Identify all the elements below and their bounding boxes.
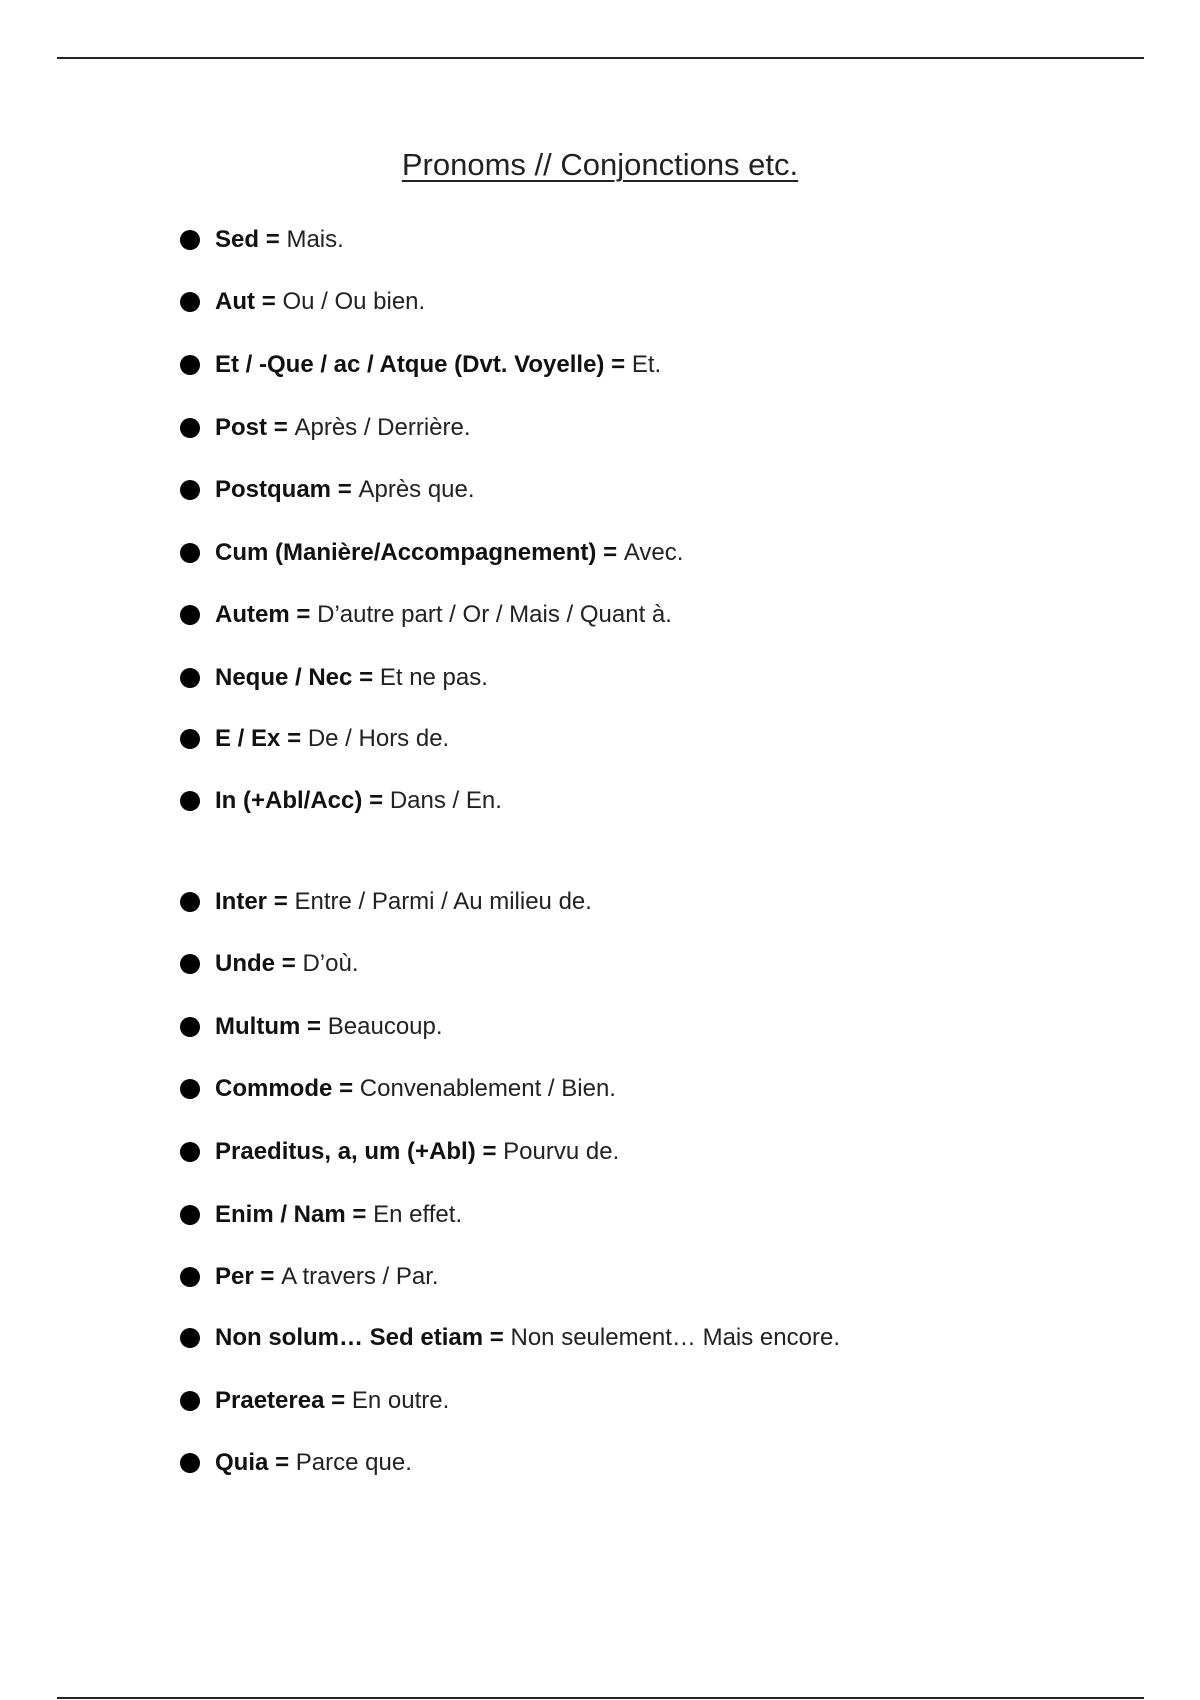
bullet-icon bbox=[180, 668, 200, 688]
french-meaning: Beaucoup. bbox=[327, 1013, 443, 1040]
bullet-icon bbox=[180, 1142, 200, 1162]
latin-term: Quia bbox=[215, 1449, 269, 1476]
list-item bbox=[180, 412, 471, 444]
latin-term: Post bbox=[215, 414, 268, 441]
list-item bbox=[180, 224, 344, 256]
equals-sign: = bbox=[307, 1013, 322, 1040]
equals-sign: = bbox=[265, 226, 280, 253]
bullet-icon bbox=[180, 1328, 200, 1348]
bullet-icon bbox=[180, 1391, 200, 1411]
equals-sign: = bbox=[603, 539, 618, 566]
bullet-icon bbox=[180, 791, 200, 811]
bullet-icon bbox=[180, 543, 200, 563]
latin-term: Aut bbox=[215, 288, 255, 315]
list-item bbox=[180, 1073, 616, 1105]
list-item bbox=[180, 1199, 462, 1231]
list-item bbox=[180, 474, 475, 506]
list-item bbox=[180, 1385, 449, 1417]
bullet-icon bbox=[180, 605, 200, 625]
list-item bbox=[180, 286, 425, 318]
latin-term: Postquam bbox=[215, 476, 332, 503]
list-item bbox=[180, 723, 449, 755]
french-meaning: Avec. bbox=[623, 539, 684, 566]
latin-term: Multum bbox=[215, 1013, 301, 1040]
equals-sign: = bbox=[260, 1263, 275, 1290]
equals-sign: = bbox=[273, 888, 288, 915]
bullet-icon bbox=[180, 729, 200, 749]
latin-term: Per bbox=[215, 1263, 254, 1290]
french-meaning: Mais. bbox=[286, 226, 344, 253]
latin-term: Enim / Nam bbox=[215, 1201, 346, 1228]
list-item bbox=[180, 1322, 840, 1354]
french-meaning: Dans / En. bbox=[389, 787, 502, 814]
equals-sign: = bbox=[482, 1138, 497, 1165]
french-meaning: Ou / Ou bien. bbox=[282, 288, 426, 315]
bullet-icon bbox=[180, 1079, 200, 1099]
french-meaning: Après / Derrière. bbox=[294, 414, 471, 441]
latin-term: Neque / Nec bbox=[215, 664, 353, 691]
french-meaning: Parce que. bbox=[295, 1449, 412, 1476]
equals-sign: = bbox=[296, 601, 311, 628]
header-rule bbox=[57, 57, 1144, 59]
bullet-icon bbox=[180, 1017, 200, 1037]
french-meaning: D’autre part / Or / Mais / Quant à. bbox=[317, 601, 672, 628]
french-meaning: En outre. bbox=[351, 1387, 450, 1414]
list-item bbox=[180, 948, 358, 980]
equals-sign: = bbox=[281, 950, 296, 977]
list-item bbox=[180, 662, 488, 694]
page-title-text: Pronoms // Conjonctions etc. bbox=[401, 147, 799, 182]
footer-rule bbox=[57, 1697, 1144, 1699]
list-item bbox=[180, 785, 502, 817]
equals-sign: = bbox=[352, 1201, 367, 1228]
bullet-icon bbox=[180, 1267, 200, 1287]
equals-sign: = bbox=[273, 414, 288, 441]
french-meaning: Pourvu de. bbox=[503, 1138, 620, 1165]
latin-term: Praeditus, a, um (+Abl) bbox=[215, 1138, 476, 1165]
equals-sign: = bbox=[261, 288, 276, 315]
list-item bbox=[180, 537, 683, 569]
list-item bbox=[180, 349, 661, 381]
latin-term: Inter bbox=[215, 888, 268, 915]
bullet-icon bbox=[180, 1205, 200, 1225]
french-meaning: D’où. bbox=[302, 950, 359, 977]
list-item bbox=[180, 1136, 619, 1168]
equals-sign: = bbox=[275, 1449, 290, 1476]
french-meaning: Non seulement… Mais encore. bbox=[510, 1324, 840, 1351]
list-item bbox=[180, 886, 592, 918]
equals-sign: = bbox=[611, 351, 626, 378]
latin-term: Non solum… Sed etiam bbox=[215, 1324, 484, 1351]
bullet-icon bbox=[180, 418, 200, 438]
latin-term: E / Ex bbox=[215, 725, 281, 752]
equals-sign: = bbox=[339, 1075, 354, 1102]
french-meaning: De / Hors de. bbox=[307, 725, 450, 752]
french-meaning: En effet. bbox=[373, 1201, 463, 1228]
latin-term: Et / -Que / ac / Atque (Dvt. Voyelle) bbox=[215, 351, 605, 378]
latin-term: Praeterea bbox=[215, 1387, 325, 1414]
latin-term: Commode bbox=[215, 1075, 333, 1102]
list-item bbox=[180, 1011, 443, 1043]
equals-sign: = bbox=[287, 725, 302, 752]
french-meaning: Convenablement / Bien. bbox=[359, 1075, 616, 1102]
equals-sign: = bbox=[489, 1324, 504, 1351]
bullet-icon bbox=[180, 954, 200, 974]
equals-sign: = bbox=[337, 476, 352, 503]
bullet-icon bbox=[180, 230, 200, 250]
page-title bbox=[0, 145, 1200, 185]
bullet-icon bbox=[180, 480, 200, 500]
latin-term: Autem bbox=[215, 601, 290, 628]
latin-term: In (+Abl/Acc) bbox=[215, 787, 363, 814]
bullet-icon bbox=[180, 1453, 200, 1473]
bullet-icon bbox=[180, 892, 200, 912]
french-meaning: A travers / Par. bbox=[281, 1263, 439, 1290]
bullet-icon bbox=[180, 355, 200, 375]
bullet-icon bbox=[180, 292, 200, 312]
french-meaning: Entre / Parmi / Au milieu de. bbox=[294, 888, 592, 915]
list-item bbox=[180, 1261, 439, 1293]
french-meaning: Après que. bbox=[358, 476, 475, 503]
list-item bbox=[180, 599, 672, 631]
latin-term: Unde bbox=[215, 950, 275, 977]
equals-sign: = bbox=[331, 1387, 346, 1414]
french-meaning: Et. bbox=[631, 351, 662, 378]
list-item bbox=[180, 1447, 412, 1479]
french-meaning: Et ne pas. bbox=[379, 664, 488, 691]
equals-sign: = bbox=[359, 664, 374, 691]
latin-term: Sed bbox=[215, 226, 260, 253]
latin-term: Cum (Manière/Accompagnement) bbox=[215, 539, 597, 566]
equals-sign: = bbox=[369, 787, 384, 814]
